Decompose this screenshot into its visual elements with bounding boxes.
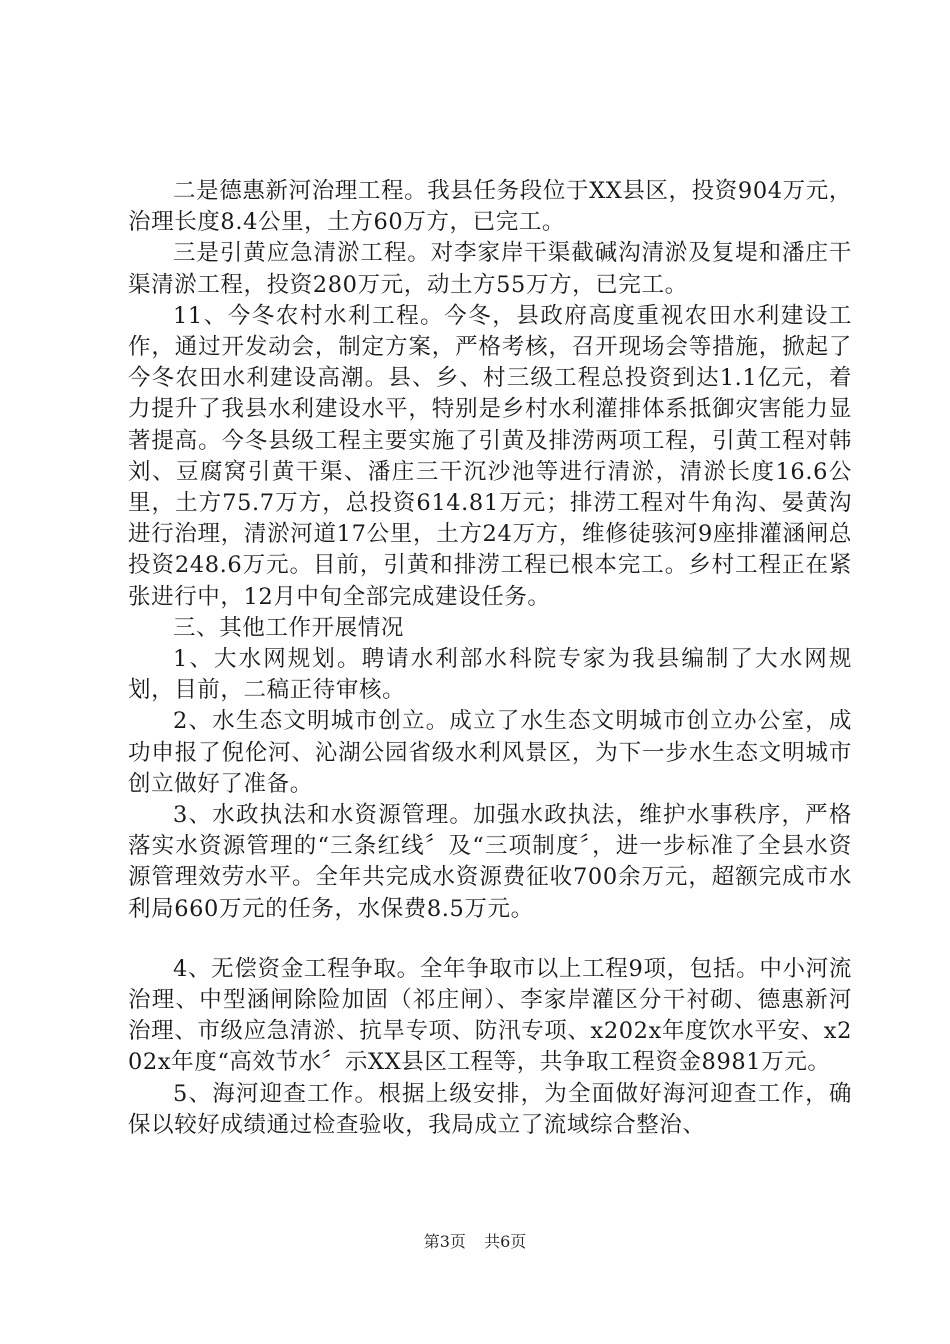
paragraph-yellow-river-dredging: 三是引黄应急清淤工程。对李家岸干渠截碱沟清淤及复堤和潘庄干渠清淤工程，投资280万元，动土方55万方，已完工。 [128, 240, 852, 298]
paragraph-haihe-inspection: 5、海河迎查工作。根据上级安排，为全面做好海河迎查工作，确保以较好成绩通过检查验收，我局成立了流域综合整治、 [128, 1080, 852, 1138]
page-footer [0, 1232, 950, 1252]
page-number: 第3页 [423, 1232, 466, 1251]
paragraph-winter-water-projects: 11、今冬农村水利工程。今冬，县政府高度重视农田水利建设工作，通过开发动会，制定方案，严格考核，召开现场会等措施，掀起了今冬农田水利建设高潮。县、乡、村三级工程总投资到达1.1亿元，着力提升了我县水利建设水平，特别是乡村水利灌排体系抵御灾害能力显著提高。今冬县级工程主要实施了引黄及排涝两项工程，引黄工程对韩刘、豆腐窝引黄干渠、潘庄三干沉沙池等进行清淤，清淤长度16.6公里，土方75.7万方，总投资614.81万元；排涝工程对牛角沟、晏黄沟进行治理，清淤河道17公里，土方24万方，维修徒骇河9座排灌涵闸总投资248.6万元。目前，引黄和排涝工程已根本完工。乡村工程正在紧张进行中，12月中旬全部完成建设任务。 [128, 302, 852, 610]
paragraph-gap [128, 925, 852, 954]
paragraph-water-network-plan: 1、大水网规划。聘请水利部水科院专家为我县编制了大水网规划，目前，二稿正待审核。 [128, 646, 852, 704]
page-total: 共6页 [484, 1232, 527, 1251]
paragraph-eco-city: 2、水生态文明城市创立。成立了水生态文明城市创立办公室，成功申报了倪伦河、沁湖公园省级水利风景区，为下一步水生态文明城市创立做好了准备。 [128, 708, 852, 797]
paragraph-dehui-river: 二是德惠新河治理工程。我县任务段位于XX县区，投资904万元，治理长度8.4公里，土方60万方，已完工。 [128, 178, 852, 236]
section-heading-other-work: 三、其他工作开展情况 [173, 614, 405, 641]
document-body [128, 176, 852, 1141]
paragraph-funding-projects: 4、无偿资金工程争取。全年争取市以上工程9项，包括。中小河流治理、中型涵闸除险加固（祁庄闸）、李家岸灌区分干衬砌、德惠新河治理、市级应急清淤、抗旱专项、防汛专项、x202x年度饮水平安、x202x年度“高效节水〞示XX县区工程等，共争取工程资金8981万元。 [128, 955, 852, 1076]
paragraph-water-law-enforcement: 3、水政执法和水资源管理。加强水政执法，维护水事秩序，严格落实水资源管理的“三条红线〞及“三项制度〞，进一步标准了全县水资源管理效劳水平。全年共完成水资源费征收700余万元，超额完成市水利局660万元的任务，水保费8.5万元。 [128, 802, 852, 922]
